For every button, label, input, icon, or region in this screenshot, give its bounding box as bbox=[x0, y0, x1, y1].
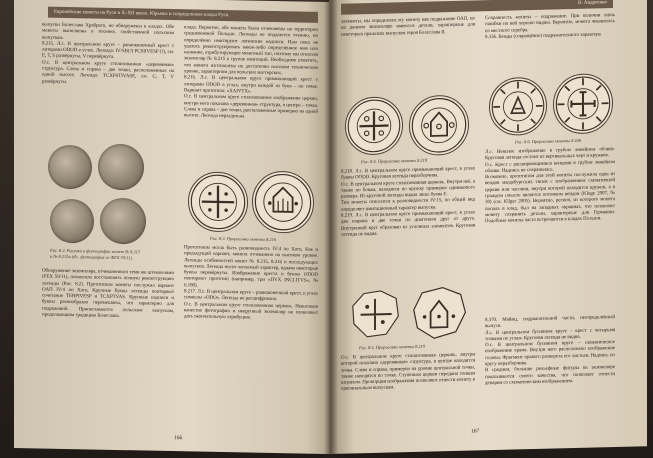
coin-fragment-drawing-8-219-reverse bbox=[409, 285, 469, 340]
running-header-right: В. Андреенко bbox=[341, 0, 613, 15]
right-col1-text-bottom: О.с. В центральном круге стилизованная церковь, внутри которой показана «деревянная» структура, в центре находится точка. Слева и справа, примерно на уровне центральной точки, также находятся по точке. Ступенька церкви передана тонким штрихом. Пропорции изображения позволяют отнести монету к оригинальным выпускам. bbox=[341, 352, 475, 393]
coin-photo-8-215a-reverse bbox=[100, 198, 146, 245]
coin-drawing-8-218-obverse bbox=[345, 96, 403, 155]
left-col1-text-top: выпуски Болеслава Храброго, но обнаружены в кладах. Обе монеты выполнены в технике, свойственной польским выпускам. 8.215. Л.с. В центральном круге – равноконечный крест с литерами ODOD в углах. Легенда: IV/SB(?) PCSIIVESP (?), см. Е, Т, S развёрнуты, V перевёрнута. О.с. В центральном круге стилизованная «деревянная» структура. Слева и справа – две точки, расположенные на одной высоте. Легенда: TCXPSTIVASE, см. С, Т, V развёрнуты. bbox=[42, 22, 174, 85]
figure-caption-8-4: Рис. 8.4. Прорисовка монеты 8.218 bbox=[361, 157, 428, 165]
right-col2-text-top: Сохранность монеты – подражание. При наличии лишь ошибки на ней хорошо видны. Вероятно, монета чеканилась из местного серебра. 8.336. Венды (сокращённо) подражательного характера bbox=[485, 13, 615, 41]
page-number-left: 166 bbox=[174, 435, 183, 442]
figure-caption-8-6: Рис. 8.6. Прорисовка монеты 8.336 bbox=[515, 137, 582, 145]
figure-caption-8-2: Рис. 8.2. Рисунки и фотографии монет № 8.215 bbox=[50, 247, 141, 255]
coin-photo-8-215-reverse bbox=[98, 144, 144, 191]
left-page bbox=[14, 0, 332, 454]
coin-photo-8-215a-obverse bbox=[50, 199, 94, 244]
left-col1-text-bottom: Обнаружение экземпляра, отчеканенного теми же штемпелями (FEX 59/11), позволило восстановить полную реконструкцию легенды (Рис. 8.2). Прототипом монеты послужил вариант OAП IV:4 по Хатц. Крупные буквы легенды повторяют сочетание TERPIVESP и TCXPTVAS. Крупные надписи и буквы разнообразно перемешаны, что характерно для подражаний. Приписываются польским выпускам, продолжавшим традицию Болеслава. bbox=[42, 268, 174, 320]
coin-drawing-8-336-obverse bbox=[489, 77, 547, 136]
coin-drawing-8-216-reverse bbox=[252, 171, 314, 234]
right-col1-text-middle: 8.218. Л.с. В центральном круге примыкающий крест, в углах буквы OODD. Круговая легенда неразборчива. О.с. В центральном круге стилизованная церковь. Внутри неё, а также по бокам, находятся по кружку примерно одинакового размера. Из круговой легенды видна лишь буква Е. Тип монеты относится к разновидности IV:15, по общей вид определяет имитационный характер выпуска. 8.219. Л.с. В центральном круге примыкающий крест, в углах два шарика и две точки по диагонали друг от друга. Внутренний круг образован из условных элементов. Круговая легенда не видна. bbox=[341, 166, 475, 238]
figure-caption-8-3: Рис. 8.3. Прорисовка монеты 8.216 bbox=[210, 235, 277, 243]
page-number-right: 167 bbox=[471, 428, 480, 435]
coin-fragment-drawing-8-219-obverse bbox=[347, 288, 403, 339]
book-gutter bbox=[324, 0, 338, 458]
coin-drawing-8-216-obverse bbox=[188, 171, 248, 232]
coin-drawing-8-336-reverse bbox=[553, 73, 613, 134]
coin-drawing-8-218-reverse bbox=[409, 95, 469, 156]
right-page bbox=[329, 0, 647, 454]
right-col2-text-middle: Л.с. Неясное изображение в грубом линейном облике. Круговая легенда состоит из вертикальных черт и кружков. О.с. Крест с расширяющимися концами в грубом линейном облике. Надпись не сохранилась. Возможно, прототипом для этой монеты послужила одна из вендов магдебургских типов с изображением схематичной церкви или часовни, внутри которой находится кружок, а в граждом смысле является потомком вендов (Kluge 2007, № 30) (см. Kilger 2005). Вероятно, регион, из которого монета попала в клад, был на западных окраинах, что позволяет монету сохранить детали, характерные для Германии. Подобные монеты часто встречаются в кладах Польши. bbox=[485, 147, 615, 225]
figure-caption-8-5: Рис. 8.5. Прорисовка монеты 8.219 bbox=[359, 343, 426, 351]
left-col2-text-top: клада. Вероятно, обе монеты были отчеканены на территории средневековой Польши. Легенды не поддаются чтению, но определённо имитируют латинские надписи. Нам пока не удалось реконструировать какое-либо определённое имя или название, атрибутирующее монетный тип, поэтому мы относим экземпляр № 8.215 к группе имитаций. Необходимо отметить, что монета изготовлена на достаточно высоком техническом уровне, характерном для польских мастерских. 8.216. Л.с. В центральном круге примыкающий крест с литерами ODOD в углах, внутри каждой из букв – по точке. Вариант прототипа: «XAIVTX». О.с. В центральном круге стилизованное изображение церкви, внутри него показана «деревянная» структура, в центре – точка. Слева и справа – две точки, расположенные примерно на одной высоте. Легенда нераздельна. bbox=[184, 25, 318, 120]
right-col2-text-bottom: 8.370. Майнц, подражательной части, неопределённый выпуск. Л.с. В центральном бусинном круге – крест с четырьмя точками по углам. Круговая легенда не видна. О.с. В центральном бусинном круге – схематическое изображение храма. Внутри него расположено изображение головы. Фрагмент правого разворота его листьев. Надпись по кругу неразборчива. В среднем, большие рельефные фигуры на экземпляре показываются своего качества, что позволяет отнести денарии со схематическим изображением. bbox=[485, 315, 615, 387]
left-col2-text-bottom: Прототипом могла быть разновидность IV:4 по Хатц. Как и предыдущий вариант, монета отчеканена на высоком уровне. Легенды особенностей монет № 8.215, 8.216 и последующих выпусков. Легенда носит читаемый характер, однако некоторые буквы перевёрнуты. Изображение креста и буквы ODOD повторяют прототип (например, три «DVX INCLITVS», № 6.180). 8.217. Л.с. В центральном круге – равноконечный крест, в углах символы «ODO». Легенда не расшифрована. О.с. В центральном круге стилизованная церковь. Невысокое качество фотографии и некрупный экземпляр не позволяют дать окончательную атрибуцию. bbox=[184, 245, 318, 321]
running-header-left: Европейские монеты на Руси в X–XII веках. Юрьевы и сопредельные клады Руси. bbox=[48, 7, 318, 23]
right-col1-text-top: элементы, мы определили эту монету как подражание ОАП, но на данном экземпляре имеются детали, характерные для некоторых пражских выпусков героя Болеслава II. bbox=[341, 16, 475, 38]
coin-photo-8-215-obverse bbox=[48, 145, 92, 190]
figure-caption-8-2-line2: и № 8.215а (Ф.: фотография из ФЕХ 59/11). bbox=[50, 253, 133, 261]
